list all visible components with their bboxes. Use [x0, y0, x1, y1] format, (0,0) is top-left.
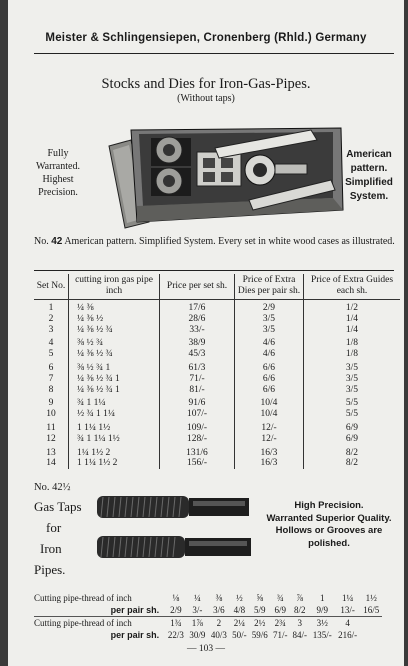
pipe-cell: ¼ ⅜ ½ ¾ 1 [69, 385, 160, 396]
thread-value-cell: ¼ [194, 593, 201, 603]
pipe-cell: 1 1¼ 1½ [69, 420, 160, 434]
set-description [34, 236, 400, 247]
set-cell: 11 [46, 422, 56, 433]
price-table-row [34, 434, 400, 445]
thread-value-cell: 84/- [292, 630, 307, 640]
col-header-pipe: cutting iron gas pipe inch [69, 274, 160, 300]
thread-row-label: Cutting pipe-thread of inch [34, 593, 132, 603]
thread-value-cell: 3/6 [208, 604, 229, 617]
die-set-case-illustration [105, 118, 345, 230]
left-text-line: Highest [42, 174, 74, 185]
price-table-row [34, 360, 400, 374]
price-table-row [34, 325, 400, 336]
left-feature-text [28, 147, 88, 199]
left-text-line: Precision. [38, 187, 78, 198]
thread-value-cell: 59/6 [251, 630, 268, 640]
thread-table-row [34, 617, 382, 630]
set-cell: 8 [48, 384, 54, 395]
pipe-cell: ¼ ⅜ [69, 300, 160, 314]
pipe-cell: ¾ 1 1¼ 1½ [69, 434, 160, 445]
price-table-row [34, 445, 400, 459]
thread-row-label: per pair sh. [110, 630, 160, 640]
set-cell: 12 [46, 433, 56, 444]
thread-table-row [34, 592, 382, 604]
thread-value-cell: ⅝ [256, 593, 264, 603]
header-rule [34, 53, 394, 54]
taps-heading-line: for [46, 520, 62, 535]
extra-guides-cell: 6/9 [304, 434, 401, 445]
pipe-cell: ¼ ⅜ ½ ¾ 1 [69, 374, 160, 385]
thread-price-table [34, 592, 382, 641]
thread-value-cell: 2/9 [165, 604, 186, 617]
thread-row-label: Cutting pipe-thread of inch [34, 618, 132, 628]
thread-value-cell: 3/- [187, 604, 208, 617]
extra-dies-cell: 6/6 [235, 374, 304, 385]
pipe-cell: ⅜ ½ ¾ [69, 335, 160, 349]
col-header-extra-dies: Price of Extra Dies per pair sh. [235, 274, 304, 300]
thread-value-cell: 16/5 [360, 604, 382, 617]
price-cell: 33/- [160, 325, 235, 336]
thread-value-cell: 2 [216, 618, 222, 628]
thread-value-cell: 71/- [273, 630, 288, 640]
set-cell: 13 [46, 447, 56, 458]
taps-no-label: No. [34, 482, 50, 493]
price-cell: 156/- [160, 458, 235, 469]
thread-value-cell: 3½ [316, 618, 328, 628]
extra-guides-cell: 1/4 [304, 325, 401, 336]
extra-guides-cell: 3/5 [304, 374, 401, 385]
gas-taps-illustration [93, 490, 257, 570]
thread-table-row [34, 629, 382, 641]
thread-value-cell: 9/9 [309, 604, 334, 617]
set-cell: 4 [48, 338, 54, 349]
price-table-row [34, 314, 400, 325]
pipe-cell: ¼ ⅜ ½ ¾ [69, 349, 160, 360]
price-cell: 131/6 [160, 445, 235, 459]
set-cell: 14 [46, 458, 56, 469]
price-cell: 38/9 [160, 335, 235, 349]
thread-value-cell: 4/8 [230, 604, 249, 617]
taps-feature-line: Hollows or Grooves are [275, 525, 383, 536]
extra-guides-cell: 3/5 [304, 385, 401, 396]
price-cell: 45/3 [160, 349, 235, 360]
price-table-row [34, 458, 400, 469]
set-cell: 5 [48, 349, 54, 360]
thread-value-cell: 4 [345, 618, 350, 628]
left-text-line: Warranted. [36, 161, 80, 172]
page-number: — 103 — [187, 644, 225, 654]
thread-value-cell: 22/3 [167, 630, 184, 640]
thread-value-cell: ¾ [276, 593, 284, 603]
pipe-cell: ¼ ⅜ ½ [69, 314, 160, 325]
thread-value-cell: 3 [297, 618, 302, 628]
price-table-row [34, 374, 400, 385]
price-cell: 128/- [160, 434, 235, 445]
right-text-line: American [346, 149, 392, 160]
col-header-set: Set No. [34, 274, 69, 300]
thread-value-cell: 6/9 [271, 604, 290, 617]
taps-heading-line: Iron [40, 541, 62, 556]
company-header: Meister & Schlingensiepen, Cronenberg (Rhld.) Germany [45, 32, 367, 44]
taps-no-value: 42½ [52, 482, 71, 493]
table-top-rule [34, 270, 394, 271]
price-cell: 91/6 [160, 395, 235, 409]
pipe-cell: ¾ 1 1¼ [69, 395, 160, 409]
extra-dies-cell: 6/6 [235, 385, 304, 396]
thread-value-cell: 1¼ [342, 593, 354, 603]
thread-value-cell: 8/2 [290, 604, 309, 617]
thread-value-cell: 40/3 [210, 630, 227, 640]
thread-value-cell: 5/9 [249, 604, 270, 617]
price-table-row [34, 385, 400, 396]
page-subtitle: (Without taps) [177, 93, 235, 104]
price-cell: 71/- [160, 374, 235, 385]
thread-value-cell: ⅞ [296, 593, 304, 603]
set-cell: 10 [46, 409, 56, 420]
pipe-cell: 1 1¼ 1½ 2 [69, 458, 160, 469]
price-table-row [34, 335, 400, 349]
price-cell: 61/3 [160, 360, 235, 374]
extra-guides-cell: 8/2 [304, 458, 401, 469]
extra-dies-cell: 12/- [235, 434, 304, 445]
right-text-line: pattern. [350, 163, 388, 174]
thread-value-cell: 1 [319, 593, 325, 603]
pipe-cell: 1¼ 1½ 2 [69, 445, 160, 459]
extra-guides-cell: 5/5 [304, 395, 401, 409]
right-text-line: Simplified [345, 177, 393, 188]
price-cell: 81/- [160, 385, 235, 396]
thread-value-cell: 2¼ [233, 618, 245, 628]
thread-value-cell: 30/9 [189, 630, 206, 640]
thread-value-cell: ⅛ [172, 593, 180, 603]
price-cell: 107/- [160, 409, 235, 420]
set-cell: 2 [48, 313, 54, 324]
price-cell: 28/6 [160, 314, 235, 325]
thread-value-cell: ⅜ [215, 593, 223, 603]
extra-guides-cell: 1/2 [304, 300, 401, 314]
set-cell: 7 [48, 373, 54, 384]
extra-guides-cell: 3/5 [304, 360, 401, 374]
extra-dies-cell: 16/3 [235, 458, 304, 469]
set-cell: 3 [48, 324, 54, 335]
price-table-row [34, 420, 400, 434]
taps-feature-line: High Precision. [294, 500, 364, 511]
pipe-cell: ⅜ ½ ¾ 1 [69, 360, 160, 374]
price-table-row [34, 395, 400, 409]
thread-value-cell: 1¾ [170, 618, 182, 628]
taps-feature-text [251, 500, 407, 550]
page-title: Stocks and Dies for Iron-Gas-Pipes. [101, 76, 311, 92]
taps-heading-line: Pipes. [34, 562, 66, 577]
thread-value-cell: 216/- [338, 630, 358, 640]
thread-value-cell: 135/- [312, 630, 332, 640]
thread-value-cell: 1½ [365, 593, 377, 603]
set-cell: 9 [48, 398, 54, 409]
price-cell: 17/6 [160, 300, 235, 314]
price-table-row [34, 409, 400, 420]
extra-guides-cell: 1/8 [304, 335, 401, 349]
col-header-price: Price per set sh. [160, 274, 235, 300]
pipe-cell: ½ ¾ 1 1¼ [69, 409, 160, 420]
extra-guides-cell: 1/4 [304, 314, 401, 325]
thread-value-cell: 13/- [335, 604, 360, 617]
extra-dies-cell: 4/6 [235, 335, 304, 349]
right-text-line: System. [349, 191, 389, 202]
extra-dies-cell: 12/- [235, 420, 304, 434]
thread-table-row [34, 604, 382, 617]
price-table [34, 274, 400, 469]
extra-dies-cell: 16/3 [235, 445, 304, 459]
price-cell: 109/- [160, 420, 235, 434]
extra-dies-cell: 6/6 [235, 360, 304, 374]
extra-dies-cell: 2/9 [235, 300, 304, 314]
left-text-line: Fully [47, 148, 69, 159]
thread-value-cell: 1⅞ [191, 618, 203, 628]
taps-feature-line: polished. [308, 537, 350, 549]
col-header-extra-guides: Price of Extra Guides each sh. [304, 274, 401, 300]
thread-value-cell: 2½ [254, 618, 266, 628]
extra-guides-cell: 1/8 [304, 349, 401, 360]
extra-guides-cell: 6/9 [304, 420, 401, 434]
extra-guides-cell: 5/5 [304, 409, 401, 420]
price-table-row [34, 300, 400, 314]
set-cell: 6 [48, 362, 54, 373]
extra-guides-cell: 8/2 [304, 445, 401, 459]
pipe-cell: ¼ ⅜ ½ ¾ [69, 325, 160, 336]
price-table-row [34, 349, 400, 360]
taps-feature-line: Warranted Superior Quality. [266, 512, 392, 524]
extra-dies-cell: 4/6 [235, 349, 304, 360]
thread-value-cell: 2¾ [274, 618, 286, 628]
set-description-text: American pattern. Simplified System. Every set in white wood cases as illustrated. [64, 236, 395, 247]
right-feature-text [334, 148, 404, 204]
extra-dies-cell: 10/4 [235, 409, 304, 420]
set-cell: 1 [48, 303, 54, 313]
thread-value-cell: ½ [235, 593, 243, 603]
taps-heading-line: Gas Taps [34, 499, 82, 514]
thread-row-label: per pair sh. [34, 604, 165, 617]
extra-dies-cell: 3/5 [235, 325, 304, 336]
set-no-label: No. [34, 236, 49, 247]
catalog-page [8, 0, 404, 666]
extra-dies-cell: 3/5 [235, 314, 304, 325]
thread-value-cell: 50/- [232, 630, 247, 640]
set-no-value: 42 [51, 236, 63, 247]
extra-dies-cell: 10/4 [235, 395, 304, 409]
